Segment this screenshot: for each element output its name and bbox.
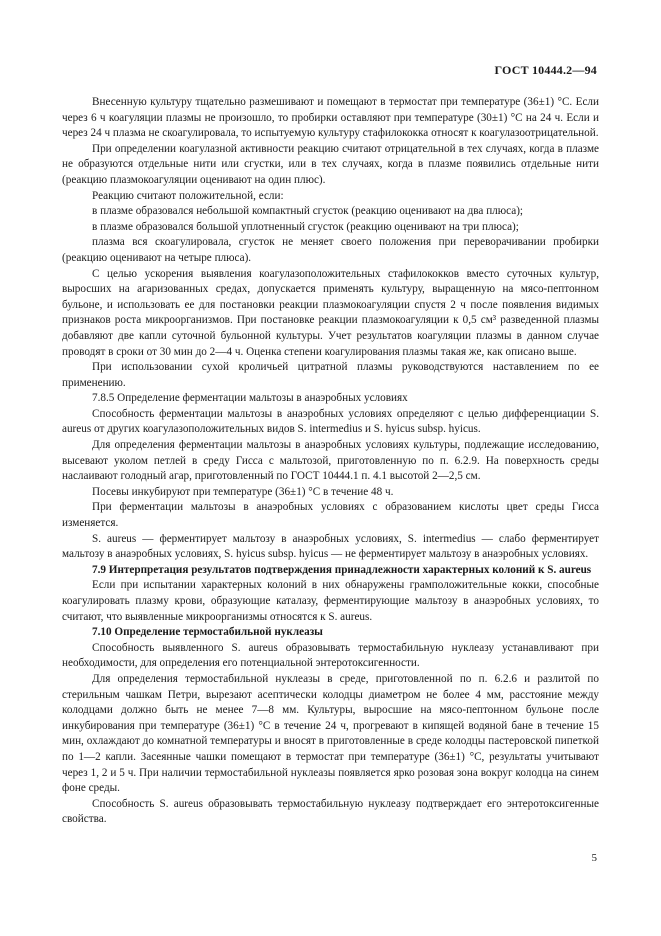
section-heading: 7.9 Интерпретация результатов подтверждения принадлежности характерных колоний к S. aureus bbox=[92, 563, 592, 576]
paragraph: в плазме образовался большой уплотненный сгусток (реакцию оценивают на три плюса); bbox=[92, 220, 519, 233]
paragraph: Реакцию считают положительной, если: bbox=[92, 189, 284, 202]
paragraph: Посевы инкубируют при температуре (36±1) °С в течение 48 ч. bbox=[92, 485, 394, 498]
paragraph: в плазме образовался небольшой компактный сгусток (реакцию оценивают на два плюса); bbox=[92, 205, 524, 218]
paragraph: Внесенную культуру тщательно размешивают и помещают в термостат при температуре (36±1) °С. Если через 6 ч коагуляции плазмы не произошло, то пробирки оставляют при температуре (30±1) °С на 24 ч. Если и через 24 ч плазма не скоагулировала, то испытуемую культуру стафилококка относят к коагулазоотрицательной. bbox=[62, 96, 599, 140]
section-heading: 7.10 Определение термостабильной нуклеазы bbox=[92, 626, 323, 639]
paragraph: При ферментации мальтозы в анаэробных условиях с образованием кислоты цвет среды Гисса изменяется. bbox=[62, 501, 599, 530]
document-header: ГОСТ 10444.2—94 bbox=[494, 63, 597, 77]
paragraph: С целью ускорения выявления коагулазоположительных стафилококков вместо суточных культур, выросших на агаризованных средах, допускается применять культуру, выращенную на мясо-пептонном бульоне, и использовать ее для постановки реакции плазмокоагуляции спустя 2 ч после появления видимых признаков роста микроорганизмов. При постановке реакции плазмокоагуляции к 0,5 см³ разведенной плазмы добавляют две капли суточной бульонной культуры. Учет результатов коагуляции плазмы в данном случае проводят в сроки от 30 мин до 2—4 ч. Оценка степени коагулирования плазмы такая же, как описано выше. bbox=[62, 267, 599, 358]
document-body bbox=[62, 95, 599, 828]
paragraph: Способность выявленного S. aureus образовывать термостабильную нуклеазу устанавливают при необходимости, для определения его потенциальной энтеротоксигенности. bbox=[62, 641, 599, 670]
paragraph: S. aureus — ферментирует мальтозу в анаэробных условиях, S. intermedius — слабо ферментирует мальтозу в анаэробных условиях, S. hyicus subsp. hyicus — не ферментирует мальтозу в анаэробных условиях. bbox=[62, 532, 599, 561]
paragraph: плазма вся скоагулировала, сгусток не меняет своего положения при переворачивании пробирки (реакцию оценивают на четыре плюса). bbox=[62, 236, 599, 264]
paragraph: Способность S. aureus образовывать термостабильную нуклеазу подтверждает его энтеротоксигенные свойства. bbox=[62, 797, 599, 826]
paragraph: Способность ферментации мальтозы в анаэробных условиях определяют с целью дифференциации S. aureus от других коагулазоположительных видов S. intermedius и S. hyicus subsp. hyicus. bbox=[62, 407, 599, 436]
paragraph: При определении коагулазной активности реакцию считают отрицательной в тех случаях, когда в плазме не образуются отдельные нити или сгустки, или в тех случаях, когда в плазме появились отдельные нити (реакцию плазмокоагуляции оценивают на один плюс). bbox=[62, 142, 599, 186]
paragraph: 7.8.5 Определение ферментации мальтозы в анаэробных условиях bbox=[92, 392, 408, 405]
paragraph: При использовании сухой кроличьей цитратной плазмы руководствуются наставлением по ее применению. bbox=[62, 361, 599, 389]
paragraph: Для определения ферментации мальтозы в анаэробных условиях культуры, подлежащие исследованию, высевают уколом петлей в среду Гисса с мальтозой, приготовленную по п. 6.2.9. На поверхность среды наслаивают голодный агар, приготовленный по ГОСТ 10444.1 п. 4.1 высотой 2—2,5 см. bbox=[62, 439, 599, 483]
paragraph: Если при испытании характерных колоний в них обнаружены грамположительные кокки, способные коагулировать плазму крови, образующие каталазу, ферментирующие мальтозу в анаэробных условиях, то считают, что выявленные микроорганизмы относятся к S. aureus. bbox=[62, 579, 599, 623]
paragraph: Для определения термостабильной нуклеазы в среде, приготовленной по п. 6.2.6 и разлитой по стерильным чашкам Петри, вырезают асептически колодцы диаметром не более 4 мм, расстояние между колодцами должно быть не менее 7—8 мм. Культуры, выросшие на мясо-пептонном бульоне после инкубирования при температуре (36±1) °С в течение 24 ч, прогревают в кипящей водяной бане в течение 15 мин, охлаждают до комнатной температуры и вносят в приготовленные в среде колодцы пастеровской пипеткой по 1—2 капли. Засеянные чашки помещают в термостат при температуре (36±1) °С, результаты учитывают через 1, 2 и 5 ч. При наличии термостабильной нуклеазы появляется ярко розовая зона вокруг колодца на синем фоне среды. bbox=[62, 672, 599, 795]
page-number: 5 bbox=[591, 852, 597, 864]
